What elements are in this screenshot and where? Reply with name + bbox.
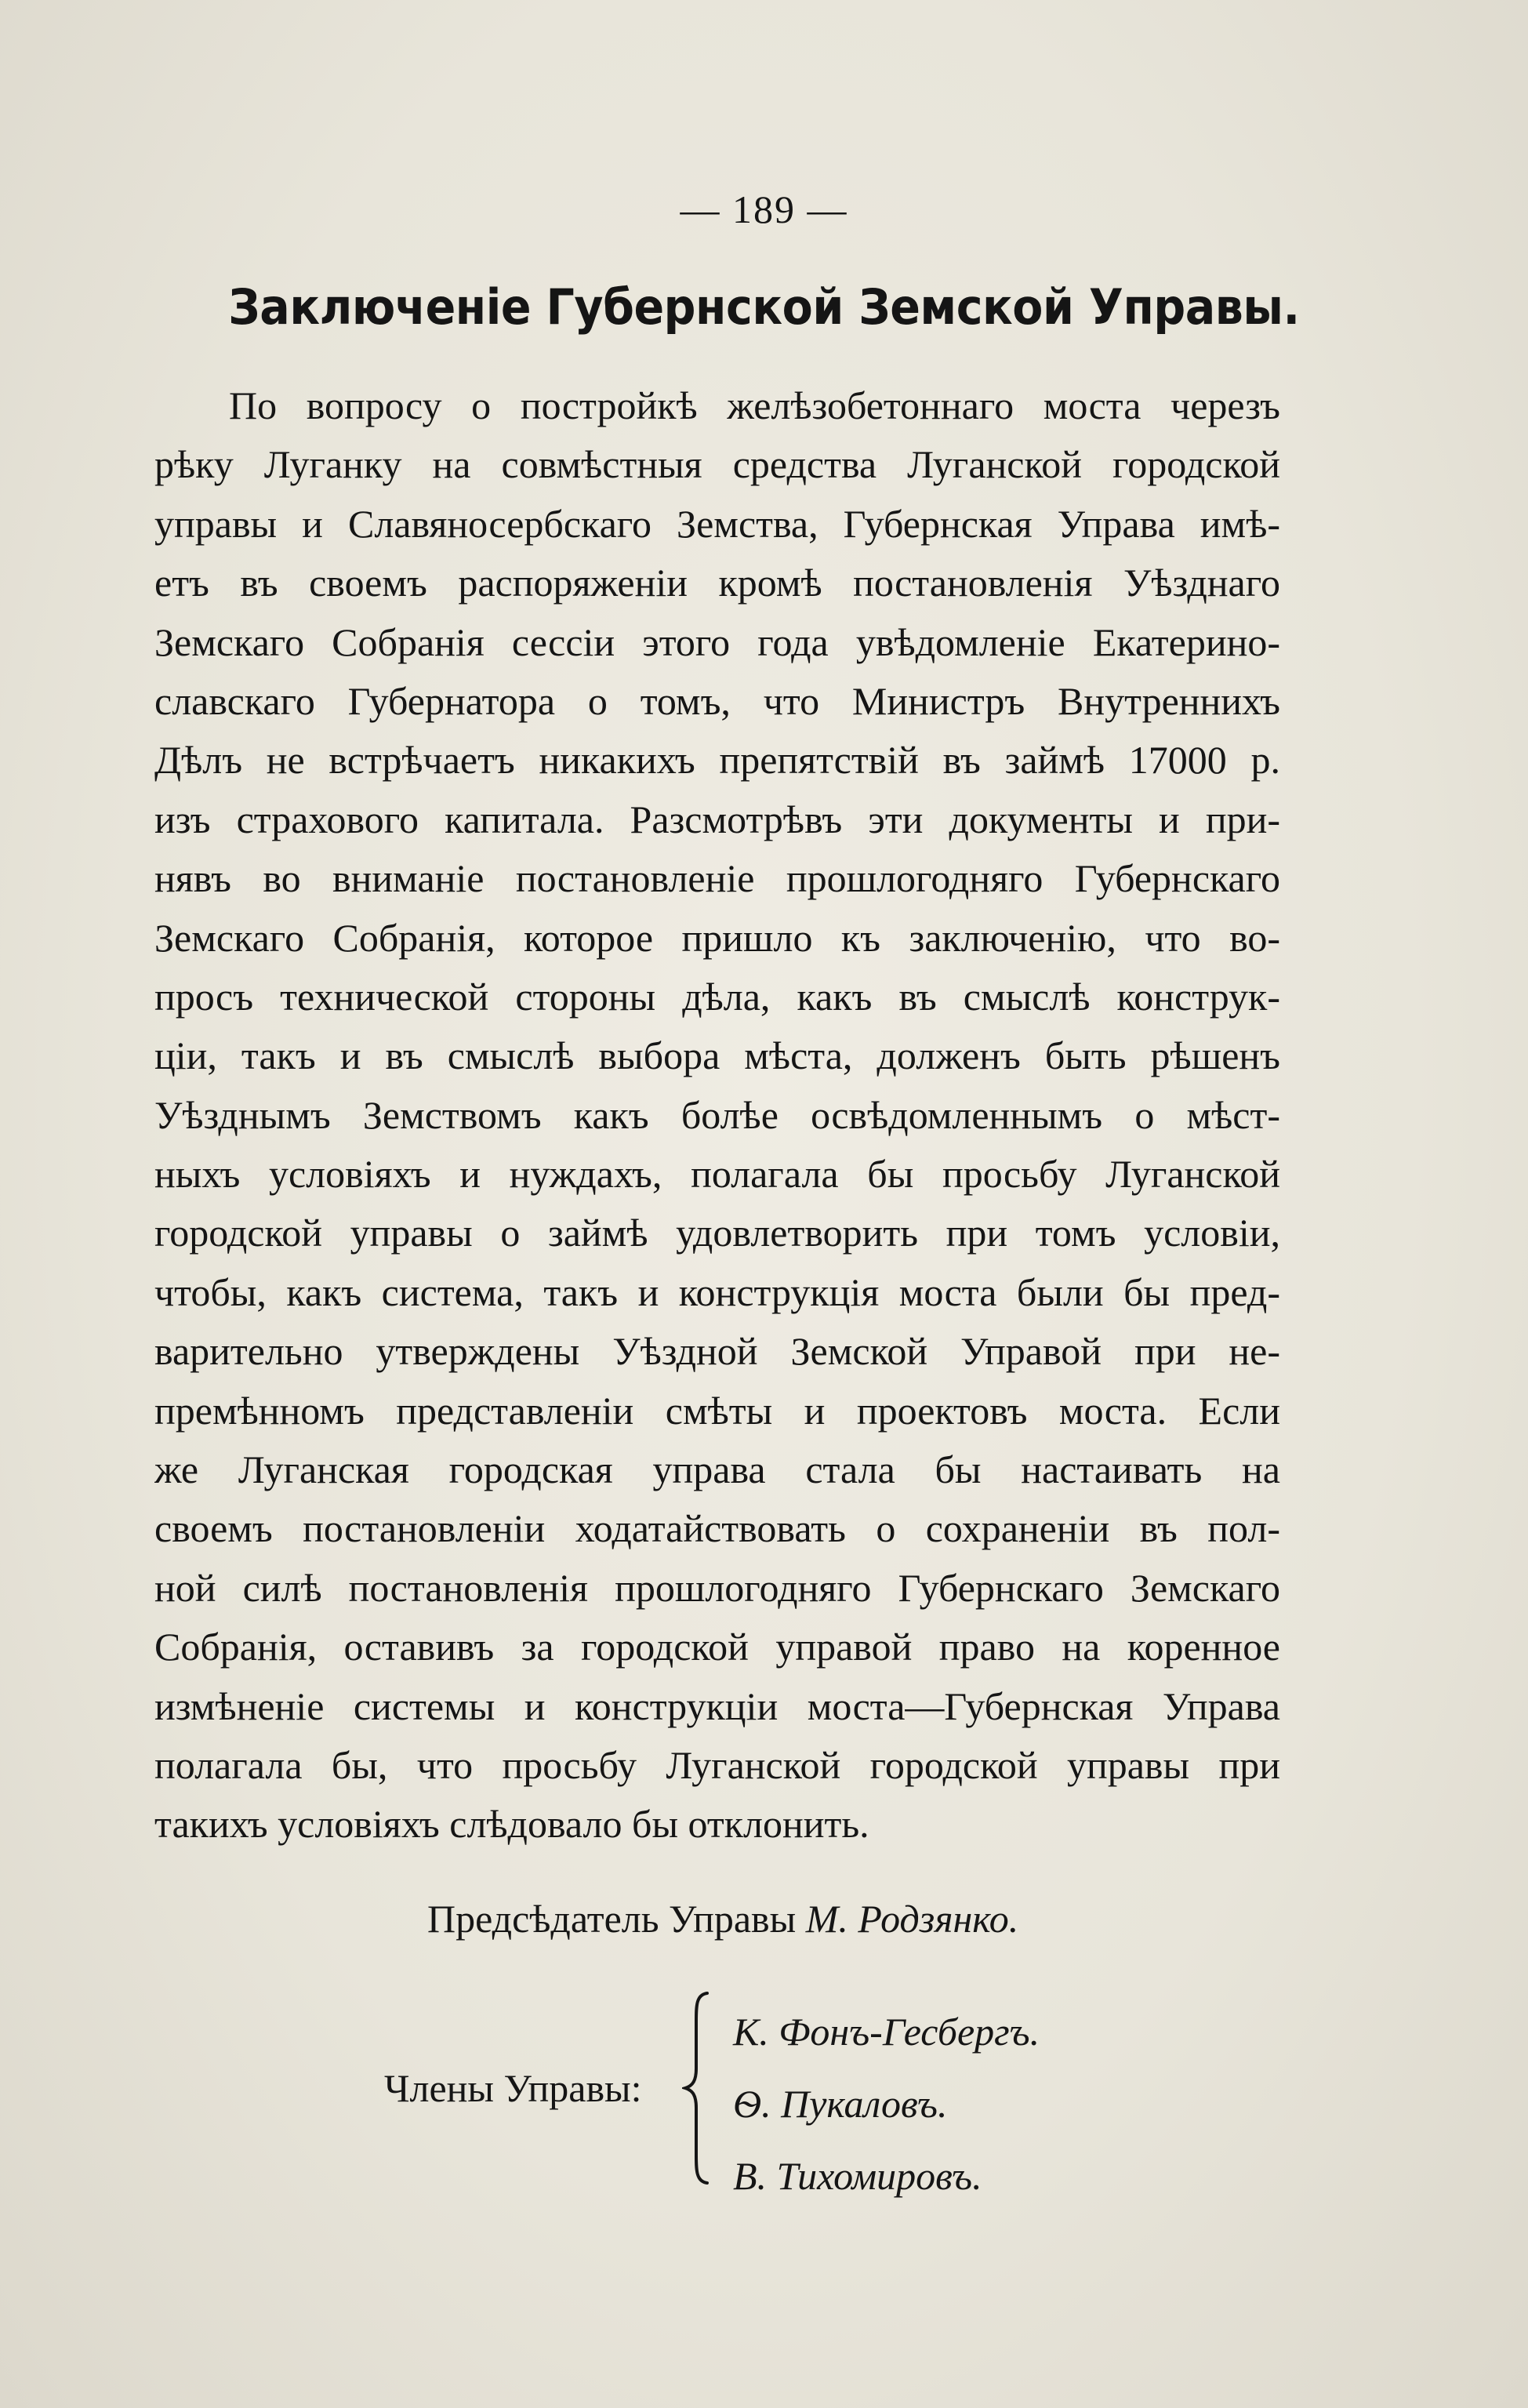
text-line: рѣку Луганку на совмѣстныя средства Луганской городской — [154, 442, 1280, 487]
members-list — [733, 1996, 1040, 2212]
text-line: изъ страхового капитала. Разсмотрѣвъ эти документы и при- — [154, 797, 1280, 841]
text-line: По вопросу о постройкѣ желѣзобетоннаго моста черезъ — [229, 383, 1280, 427]
text-line: ной силѣ постановленія прошлогодняго Губернскаго Земскаго — [154, 1565, 1280, 1610]
text-line: ціи, такъ и въ смыслѣ выбора мѣста, долженъ быть рѣшенъ — [154, 1033, 1280, 1078]
members-label: Члены Управы: — [384, 2066, 642, 2110]
chairman-signature — [427, 1896, 1018, 1941]
text-line: Уѣзднымъ Земствомъ какъ болѣе освѣдомленнымъ о мѣст- — [154, 1092, 1280, 1137]
text-line: варительно утверждены Уѣздной Земской Управой при не- — [154, 1329, 1280, 1374]
page-title: Заключеніе Губернской Земской Управы. — [228, 278, 1300, 336]
text-line: Собранія, оставивъ за городской управой право на коренное — [154, 1625, 1280, 1669]
text-line: полагала бы, что просьбу Луганской городской управы при — [154, 1742, 1280, 1787]
text-line: своемъ постановленіи ходатайствовать о сохраненіи въ пол- — [154, 1506, 1280, 1551]
text-line: славскаго Губернатора о томъ, что Министръ Внутреннихъ — [154, 678, 1280, 723]
text-line: Земскаго Собранія сессіи этого года увѣдомленіе Екатерино- — [154, 619, 1280, 664]
text-line: чтобы, какъ система, такъ и конструкція моста были бы пред- — [154, 1269, 1280, 1314]
member-name: В. Тихомировъ. — [733, 2154, 982, 2198]
text-line: премѣнномъ представленіи смѣты и проектовъ моста. Если — [154, 1388, 1280, 1433]
text-line: измѣненіе системы и конструкціи моста—Губернская Управа — [154, 1683, 1280, 1728]
chairman-label: Предсѣдатель Управы — [427, 1897, 797, 1941]
text-line: етъ въ своемъ распоряженіи кромѣ постановленія Уѣзднаго — [154, 561, 1280, 605]
text-line: городской управы о займѣ удовлетворить при томъ условіи, — [154, 1211, 1280, 1255]
page-number: — 189 — — [680, 187, 848, 231]
text-line: же Луганская городская управа стала бы настаивать на — [154, 1447, 1280, 1492]
body-paragraph — [154, 376, 1280, 1854]
text-line: Дѣлъ не встрѣчаетъ никакихъ препятствій въ займѣ 17000 р. — [154, 738, 1280, 783]
curly-brace-icon — [682, 1990, 713, 2186]
text-line: нявъ во вниманіе постановленіе прошлогодняго Губернскаго — [154, 856, 1280, 901]
text-line: Земскаго Собранія, которое пришло къ заключенію, что во- — [154, 915, 1280, 960]
member-name: Ѳ. Пукаловъ. — [733, 2082, 948, 2126]
chairman-name: М. Родзянко. — [805, 1897, 1019, 1941]
member-name: К. Фонъ-Гесбергъ. — [733, 2010, 1040, 2054]
text-line: просъ технической стороны дѣла, какъ въ смыслѣ конструк- — [154, 974, 1280, 1019]
text-line: ныхъ условіяхъ и нуждахъ, полагала бы просьбу Луганской — [154, 1152, 1280, 1197]
text-line: такихъ условіяхъ слѣдовало бы отклонить. — [154, 1802, 869, 1847]
text-line: управы и Славяносербскаго Земства, Губернская Управа имѣ- — [154, 501, 1280, 546]
